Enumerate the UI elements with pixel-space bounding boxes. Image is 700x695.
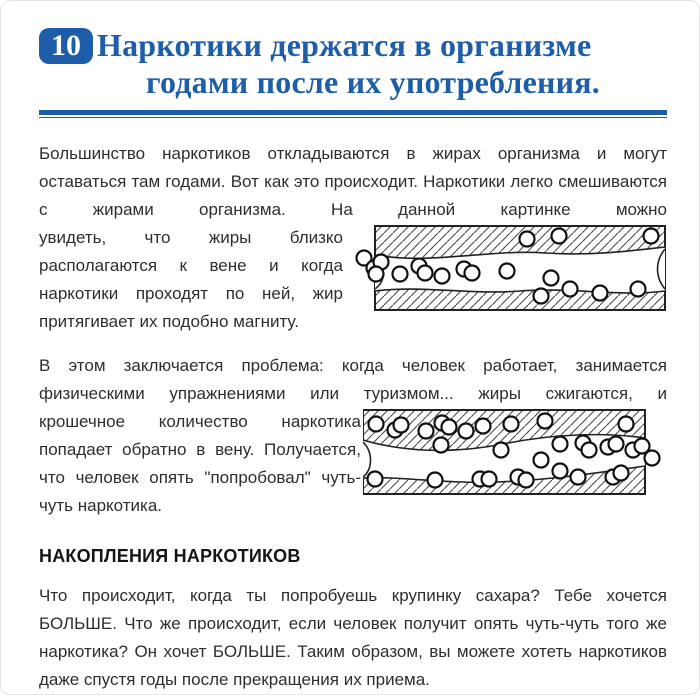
title-underline <box>39 110 667 118</box>
header-line-1 <box>39 27 667 64</box>
chapter-number-badge: 10 <box>39 28 93 64</box>
paragraph-2-wrap-row <box>39 408 667 520</box>
paragraph-1-wrap-row <box>39 224 667 336</box>
paragraph-2-wrap-text: крошечное количество наркотика попадает обратно в вену. Получается, что человек опять "попробовал" чуть-чуть наркотика. <box>39 412 361 515</box>
paragraph-1-intro: Большинство наркотиков откладываются в жирах организма и могут оставаться там годами. Вот как это происходит. Наркотики легко смешиваются с жирами организма. На данной картинке можно <box>39 144 667 219</box>
paragraph-1-wrap-text: увидеть, что жиры близко располагаются к вене и когда наркотики проходят по ней, жир притягивает их подобно магниту. <box>39 228 343 331</box>
page-title-line2: годами после их употребления. <box>146 64 600 100</box>
paragraph-3: Что происходит, когда ты попробуешь крупинку сахара? Тебе хочется БОЛЬШЕ. Что же происходит, если человек получит опять чуть-чуть того же наркотика? Он хочет БОЛЬШЕ. Таким образом, вы можете хотеть наркотиков даже спустя годы после прекращения их приема. <box>39 586 667 689</box>
page-header <box>39 27 667 118</box>
document-body <box>39 140 667 694</box>
page-title-line1: Наркотики держатся в организме <box>97 27 592 63</box>
vein-through-fat-tissue-diagram <box>345 224 667 314</box>
paragraph-2-intro: В этом заключается проблема: когда человек работает, занимается физическими упражнениями или туризмом... жиры сжигаются, и <box>39 356 667 403</box>
vein-releasing-drug-particles-diagram <box>363 408 667 498</box>
title-underline-thick <box>39 110 667 115</box>
section-subheading: НАКОПЛЕНИЯ НАРКОТИКОВ <box>39 546 301 566</box>
title-underline-thin <box>39 117 667 118</box>
